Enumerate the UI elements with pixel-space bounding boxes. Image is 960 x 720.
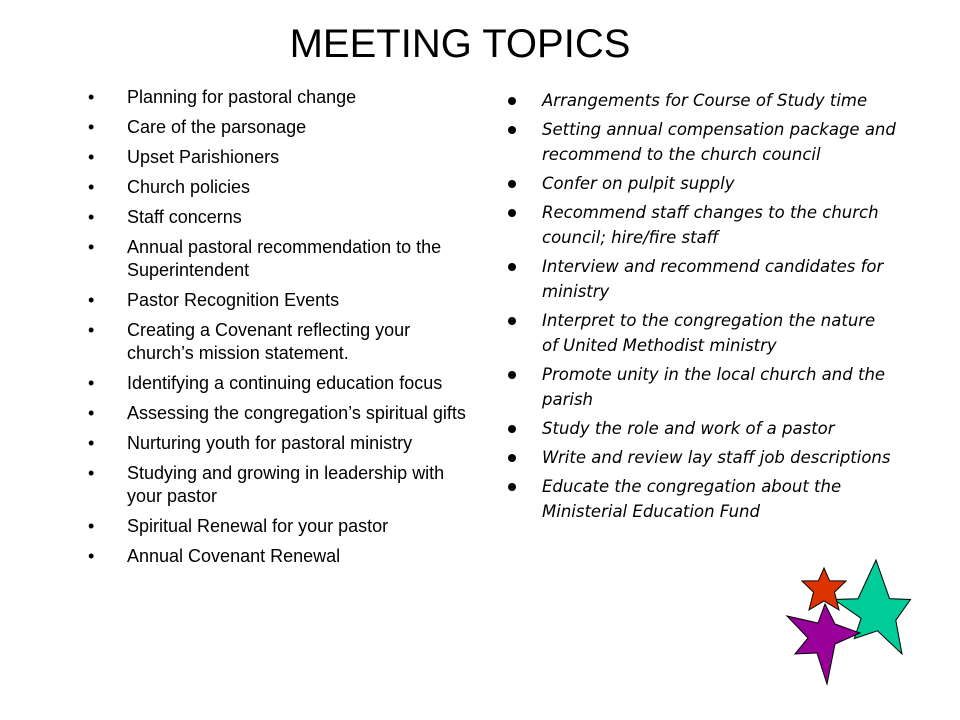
bullet-icon: • [88, 463, 95, 483]
list-item-text: Annual pastoral recommendation to the Superintendent [127, 237, 442, 280]
bullet-icon [508, 209, 516, 217]
purple-star-icon [787, 604, 860, 684]
list-item-text: Upset Parishioners [127, 147, 280, 167]
list-item-text: Promote unity in the local church and the parish [542, 365, 886, 409]
list-item-text: Annual Covenant Renewal [127, 546, 341, 566]
bullet-icon [508, 263, 516, 271]
list-item [88, 372, 478, 395]
list-item [88, 462, 478, 508]
stars-decoration [756, 554, 926, 694]
list-item [88, 86, 478, 109]
list-item [506, 171, 896, 196]
bullet-icon: • [88, 320, 95, 340]
list-item-text: Nurturing youth for pastoral ministry [127, 433, 413, 453]
bullet-icon: • [88, 290, 95, 310]
bullet-icon: • [88, 237, 95, 257]
list-item [88, 206, 478, 229]
list-item [88, 116, 478, 139]
page-title: MEETING TOPICS [289, 22, 631, 66]
bullet-icon: • [88, 87, 95, 107]
list-item [88, 432, 478, 455]
list-item [506, 117, 896, 167]
list-item-text: Care of the parsonage [127, 117, 307, 137]
list-item-text: Planning for pastoral change [127, 87, 357, 107]
list-item [88, 402, 478, 425]
list-item-text: Study the role and work of a pastor [542, 419, 835, 438]
bullet-icon [508, 97, 516, 105]
list-item [506, 445, 896, 470]
list-item-text: Interview and recommend candidates for ministry [542, 257, 884, 301]
bullet-icon [508, 425, 516, 433]
list-item [506, 362, 896, 412]
list-item-text: Assessing the congregation’s spiritual gifts [127, 403, 466, 423]
list-item-text: Write and review lay staff job descriptions [542, 448, 891, 467]
bullet-icon [508, 371, 516, 379]
bullet-icon [508, 317, 516, 325]
bullet-icon: • [88, 373, 95, 393]
list-item [506, 200, 896, 250]
list-item-text: Confer on pulpit supply [542, 174, 735, 193]
list-item [506, 474, 896, 524]
list-item-text: Identifying a continuing education focus [127, 373, 443, 393]
list-item-text: Spiritual Renewal for your pastor [127, 516, 389, 536]
list-item [88, 146, 478, 169]
list-item [88, 515, 478, 538]
bullet-icon: • [88, 546, 95, 566]
list-item [88, 289, 478, 312]
list-item-text: Creating a Covenant reflecting your church’s mission statement. [127, 320, 411, 363]
list-item-text: Interpret to the congregation the nature of United Methodist ministry [542, 311, 876, 355]
right-topic-list [506, 88, 896, 528]
bullet-icon: • [88, 147, 95, 167]
list-item [88, 176, 478, 199]
list-item-text: Church policies [127, 177, 251, 197]
list-item-text: Staff concerns [127, 207, 242, 227]
bullet-icon [508, 454, 516, 462]
list-item [88, 545, 478, 568]
list-item [506, 254, 896, 304]
bullet-icon: • [88, 117, 95, 137]
bullet-icon: • [88, 207, 95, 227]
bullet-icon: • [88, 403, 95, 423]
bullet-icon [508, 180, 516, 188]
list-item-text: Arrangements for Course of Study time [542, 91, 868, 110]
list-item [506, 308, 896, 358]
bullet-icon: • [88, 516, 95, 536]
list-item-text: Setting annual compensation package and recommend to the church council [542, 120, 896, 164]
left-topic-list [88, 86, 478, 575]
bullet-icon [508, 126, 516, 134]
bullet-icon: • [88, 433, 95, 453]
list-item-text: Pastor Recognition Events [127, 290, 340, 310]
bullet-icon: • [88, 177, 95, 197]
list-item [506, 88, 896, 113]
list-item [88, 319, 478, 365]
list-item [506, 416, 896, 441]
list-item [88, 236, 478, 282]
bullet-icon [508, 483, 516, 491]
list-item-text: Studying and growing in leadership with your pastor [127, 463, 445, 506]
list-item-text: Educate the congregation about the Ministerial Education Fund [542, 477, 842, 521]
list-item-text: Recommend staff changes to the church council; hire/fire staff [542, 203, 879, 247]
